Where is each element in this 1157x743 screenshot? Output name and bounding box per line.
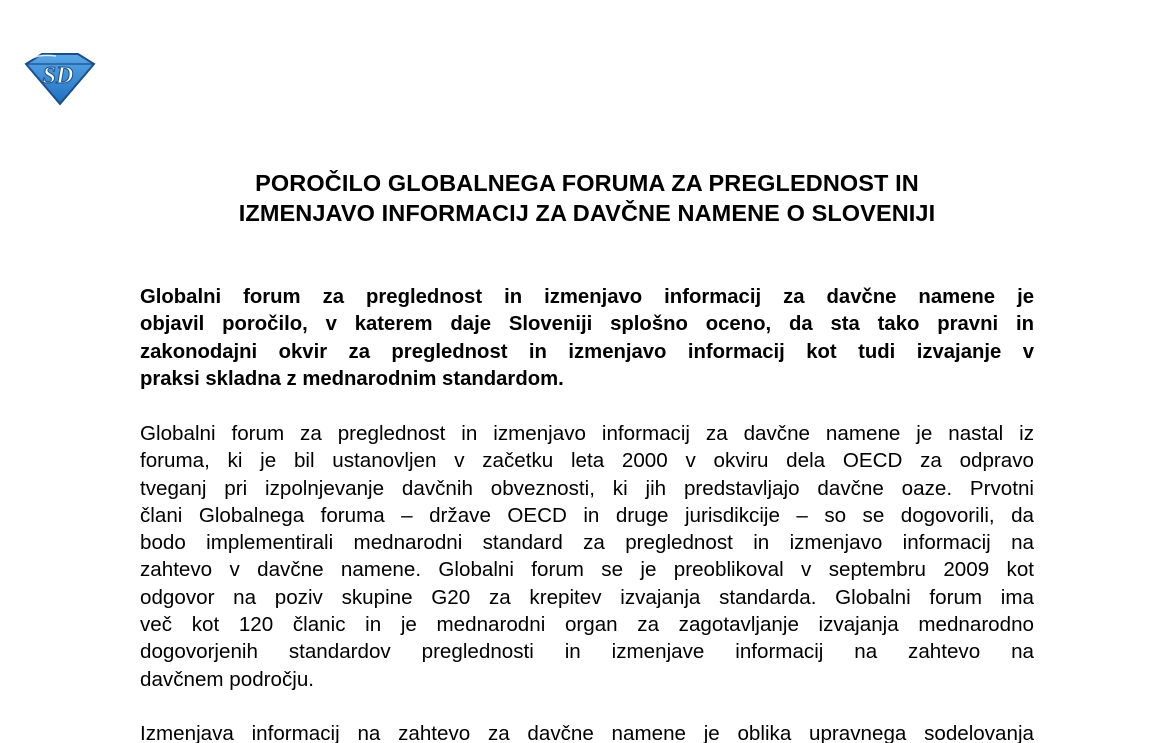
sd-logo-icon (22, 50, 96, 106)
paragraph-line: odgovor na poziv skupine G20 za krepitev izvajanja standarda. Globalni forum ima (140, 585, 1034, 609)
title-line: POROČILO GLOBALNEGA FORUMA ZA PREGLEDNOST IN (255, 170, 919, 196)
paragraph-line: več kot 120 članic in je mednarodni organ za zagotavljanje izvajanja mednarodno (140, 613, 1034, 637)
body-paragraph-partial (140, 720, 1034, 743)
paragraph-line: Izmenjava informacij na zahtevo za davčne namene je oblika upravnega sodelovanja (140, 722, 1034, 743)
paragraph-line: objavil poročilo, v katerem daje Sloveniji splošno oceno, da sta tako pravni in (140, 313, 1034, 336)
paragraph-line: zakonodajni okvir za preglednost in izmenjavo informacij kot tudi izvajanje v (140, 340, 1034, 363)
paragraph-line: dogovorjenih standardov preglednosti in izmenjave informacij na zahtevo na (140, 640, 1034, 664)
svg-text:SD: SD (42, 63, 74, 89)
paragraph-line: tveganj pri izpolnjevanje davčnih obveznosti, ki jih predstavljajo davčne oaze. Prvotni (140, 476, 1034, 500)
paragraph-line: praksi skladna z mednarodnim standardom. (140, 367, 564, 390)
body-paragraph (140, 420, 1034, 693)
document-title (140, 168, 1034, 228)
paragraph-line: davčnem področju. (140, 667, 315, 691)
paragraph-line: foruma, ki je bil ustanovljen v začetku leta 2000 v okviru dela OECD za odpravo (140, 449, 1034, 473)
title-line: IZMENJAVO INFORMACIJ ZA DAVČNE NAMENE O SLOVENIJI (238, 200, 936, 226)
lead-paragraph (140, 284, 1034, 393)
paragraph-line: bodo implementirali mednarodni standard za preglednost in izmenjavo informacij na (140, 531, 1034, 555)
paragraph-line: zahtevo v davčne namene. Globalni forum se je preoblikoval v septembru 2009 kot (140, 558, 1034, 582)
paragraph-line: Globalni forum za preglednost in izmenjavo informacij za davčne namene je nastal iz (140, 422, 1034, 445)
paragraph-line: člani Globalnega foruma – države OECD in druge jurisdikcije – so se dogovorili, da (140, 503, 1034, 527)
paragraph-line: Globalni forum za preglednost in izmenjavo informacij za davčne namene je (140, 286, 1034, 308)
